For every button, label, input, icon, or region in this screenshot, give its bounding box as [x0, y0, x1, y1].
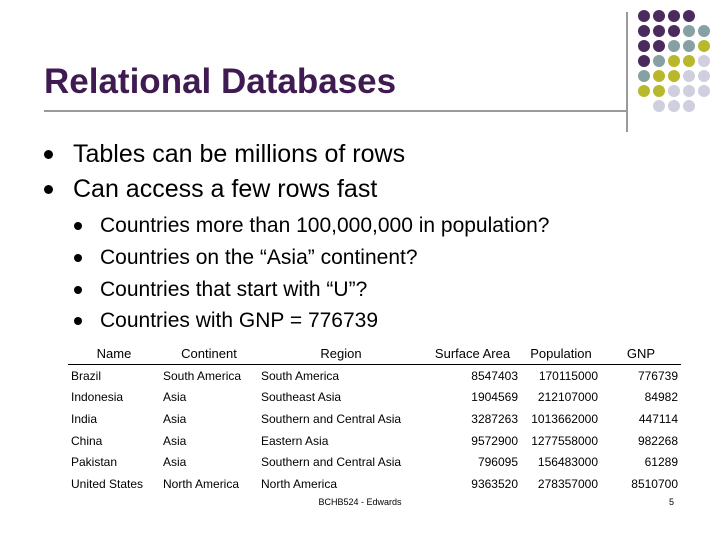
cell-continent: South America — [163, 368, 242, 383]
decorative-dot — [698, 70, 710, 82]
decorative-dot — [668, 70, 680, 82]
decorative-dot — [683, 40, 695, 52]
decorative-dot — [698, 85, 710, 97]
table-row — [68, 387, 681, 409]
cell-name: United States — [71, 476, 144, 491]
slide-title: Relational Databases — [44, 62, 397, 101]
cell-continent: Asia — [163, 433, 187, 448]
cell-gnp: 8510700 — [631, 476, 678, 491]
cell-name: Brazil — [71, 368, 102, 383]
cell-region: South America — [261, 368, 340, 383]
column-header-name: Name — [68, 342, 160, 365]
decorative-dot — [698, 40, 710, 52]
decorative-dot — [653, 25, 665, 37]
bullet-item — [44, 140, 405, 169]
decorative-dot — [668, 55, 680, 67]
decorative-dot — [668, 100, 680, 112]
decorative-dot — [653, 10, 665, 22]
decorative-dot — [638, 85, 650, 97]
cell-continent: Asia — [163, 411, 187, 426]
cell-region: Southern and Central Asia — [261, 455, 402, 470]
cell-continent: North America — [163, 476, 240, 491]
table-row — [68, 430, 681, 452]
bullet-item — [44, 175, 377, 204]
cell-surface-area: 9363520 — [471, 476, 518, 491]
decorative-dot — [683, 55, 695, 67]
cell-name: Pakistan — [71, 455, 118, 470]
cell-population: 278357000 — [537, 476, 598, 491]
cell-region: Eastern Asia — [261, 433, 329, 448]
bullet-text: Can access a few rows fast — [73, 175, 378, 203]
cell-continent: Asia — [163, 455, 187, 470]
title-underline — [44, 110, 627, 112]
bullet-dot-icon — [74, 222, 82, 230]
sub-bullet-item — [74, 214, 550, 238]
cell-region: North America — [261, 476, 338, 491]
sub-bullet-item — [74, 309, 378, 333]
cell-name: India — [71, 411, 98, 426]
decorative-dot — [698, 55, 710, 67]
cell-name: China — [71, 433, 103, 448]
decorative-dot — [668, 40, 680, 52]
cell-surface-area: 1904569 — [471, 390, 518, 405]
decorative-dot — [653, 100, 665, 112]
column-header-population: Population — [521, 342, 601, 365]
decorative-dot — [683, 70, 695, 82]
bullet-text: Tables can be millions of rows — [73, 140, 406, 168]
decorative-dot — [638, 25, 650, 37]
bullet-dot-icon — [74, 317, 82, 325]
column-header-region: Region — [258, 342, 424, 365]
table-row — [68, 451, 681, 473]
sub-bullet-text: Countries on the “Asia” continent? — [100, 246, 418, 269]
bullet-dot-icon — [74, 254, 82, 262]
decorative-dot — [683, 10, 695, 22]
decorative-dot — [638, 55, 650, 67]
sub-bullet-item — [74, 278, 367, 302]
cell-gnp: 447114 — [638, 411, 678, 426]
column-header-gnp: GNP — [601, 342, 681, 365]
decorative-dot — [683, 100, 695, 112]
table-row — [68, 473, 681, 495]
cell-name: Indonesia — [71, 390, 124, 405]
table-row — [68, 408, 681, 430]
decorative-dot — [653, 85, 665, 97]
cell-population: 156483000 — [537, 455, 598, 470]
decorative-dot — [638, 40, 650, 52]
column-header-continent: Continent — [160, 342, 258, 365]
table-row — [68, 365, 681, 387]
cell-region: Southern and Central Asia — [261, 411, 402, 426]
bullet-dot-icon — [44, 185, 53, 194]
decorative-dot — [698, 25, 710, 37]
sub-bullet-text: Countries with GNP = 776739 — [100, 309, 379, 332]
cell-surface-area: 3287263 — [471, 411, 518, 426]
cell-population: 1277558000 — [531, 433, 598, 448]
bullet-dot-icon — [74, 286, 82, 294]
vertical-divider — [626, 12, 628, 132]
cell-gnp: 61289 — [644, 455, 678, 470]
sub-bullet-text: Countries more than 100,000,000 in population? — [100, 214, 550, 237]
decorative-dot — [653, 40, 665, 52]
cell-population: 170115000 — [538, 368, 598, 383]
decorative-dot — [638, 70, 650, 82]
decorative-dot — [638, 10, 650, 22]
cell-surface-area: 9572900 — [471, 433, 518, 448]
cell-surface-area: 8547403 — [471, 368, 518, 383]
page-number: 5 — [669, 497, 675, 507]
cell-region: Southeast Asia — [261, 390, 342, 405]
cell-gnp: 776739 — [637, 368, 678, 383]
column-header-surface-area: Surface Area — [424, 342, 521, 365]
footer-course: BCHB524 - Edwards — [318, 497, 402, 507]
decorative-dot — [668, 25, 680, 37]
cell-surface-area: 796095 — [477, 455, 518, 470]
sub-bullet-item — [74, 246, 418, 270]
decorative-dot — [683, 85, 695, 97]
cell-population: 1013662000 — [531, 411, 598, 426]
decorative-dot — [653, 70, 665, 82]
decorative-dot — [683, 25, 695, 37]
sub-bullet-text: Countries that start with “U”? — [100, 278, 368, 301]
decorative-dot — [668, 10, 680, 22]
table-header-row — [68, 342, 681, 365]
bullet-dot-icon — [44, 150, 53, 159]
cell-population: 212107000 — [537, 390, 598, 405]
decorative-dot — [653, 55, 665, 67]
cell-continent: Asia — [163, 390, 187, 405]
cell-gnp: 84982 — [644, 390, 678, 405]
cell-gnp: 982268 — [637, 433, 678, 448]
decorative-dot — [668, 85, 680, 97]
country-table — [68, 342, 681, 495]
